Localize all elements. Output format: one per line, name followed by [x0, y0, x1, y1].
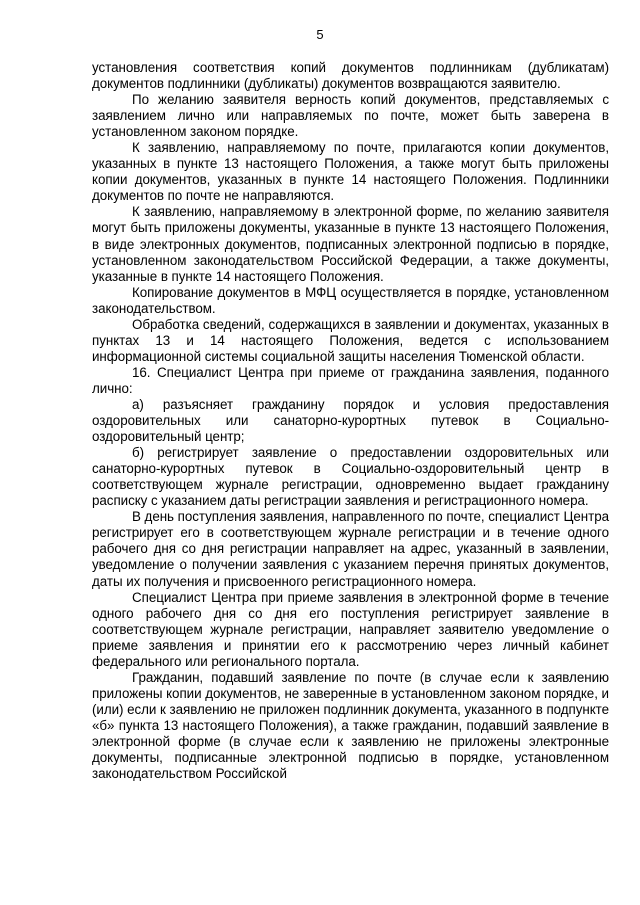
paragraph-2: По желанию заявителя верность копий документов, представляемых с заявлением лично или направляемых по почте, может быть заверена в установленном законом порядке. [92, 92, 609, 140]
paragraph-1: установления соответствия копий документов подлинникам (дубликатам) документов подлинники (дубликаты) документов возвращаются заявителю. [92, 60, 609, 92]
paragraph-7: 16. Специалист Центра при приеме от гражданина заявления, поданного лично: [92, 364, 609, 396]
paragraph-5: Копирование документов в МФЦ осуществляется в порядке, установленном законодательством. [92, 284, 609, 316]
paragraph-10: В день поступления заявления, направленного по почте, специалист Центра регистрирует его в соответствующем журнале регистрации и в течение одного рабочего дня со дня регистрации направляет на адрес, указанный в заявлении, уведомление о получении заявления с указанием перечня принятых документов, даты их получения и присвоенного регистрационного номера. [92, 509, 609, 589]
paragraph-3: К заявлению, направляемому по почте, прилагаются копии документов, указанных в пункте 13 настоящего Положения, а также могут быть приложены копии документов, указанных в пункте 14 настоящего Положения. Подлинники документов по почте не направляются. [92, 140, 609, 204]
page-number: 5 [316, 27, 324, 42]
paragraph-11: Специалист Центра при приеме заявления в электронной форме в течение одного рабочего дня со дня его поступления регистрирует заявление в соответствующем журнале регистрации, направляет заявителю уведомление о приеме заявления и принятии его к рассмотрению через личный кабинет федерального или регионального портала. [92, 589, 609, 669]
paragraph-8: а) разъясняет гражданину порядок и условия предоставления оздоровительных или санаторно-курортных путевок в Социально-оздоровительный центр; [92, 396, 609, 445]
paragraph-6: Обработка сведений, содержащихся в заявлении и документах, указанных в пунктах 13 и 14 настоящего Положения, ведется с использованием информационной системы социальной защиты населения Тюменской области. [92, 316, 609, 364]
paragraph-9: б) регистрирует заявление о предоставлении оздоровительных или санаторно-курортных путевок в Социально-оздоровительный центр в соответствующем журнале регистрации, одновременно выдает гражданину расписку с указанием даты регистрации заявления и регистрационного номера. [92, 445, 609, 509]
document-body [92, 60, 609, 782]
paragraph-12: Гражданин, подавший заявление по почте (в случае если к заявлению приложены копии документов, не заверенные в установленном законом порядке, и (или) если к заявлению не приложен подлинник документа, указанного в подпункте «б» пункта 13 настоящего Положения), а также гражданин, подавший заявление в электронной форме (в случае если к заявлению не приложены электронные документы, подписанные электронной подписью в порядке, установленном законодательством Российской [92, 669, 609, 782]
paragraph-4: К заявлению, направляемому в электронной форме, по желанию заявителя могут быть приложены документы, указанные в пункте 13 настоящего Положения, в виде электронных документов, подписанных электронной подписью в порядке, установленном законодательством Российской Федерации, а также документы, указанные в пункте 14 настоящего Положения. [92, 204, 609, 284]
